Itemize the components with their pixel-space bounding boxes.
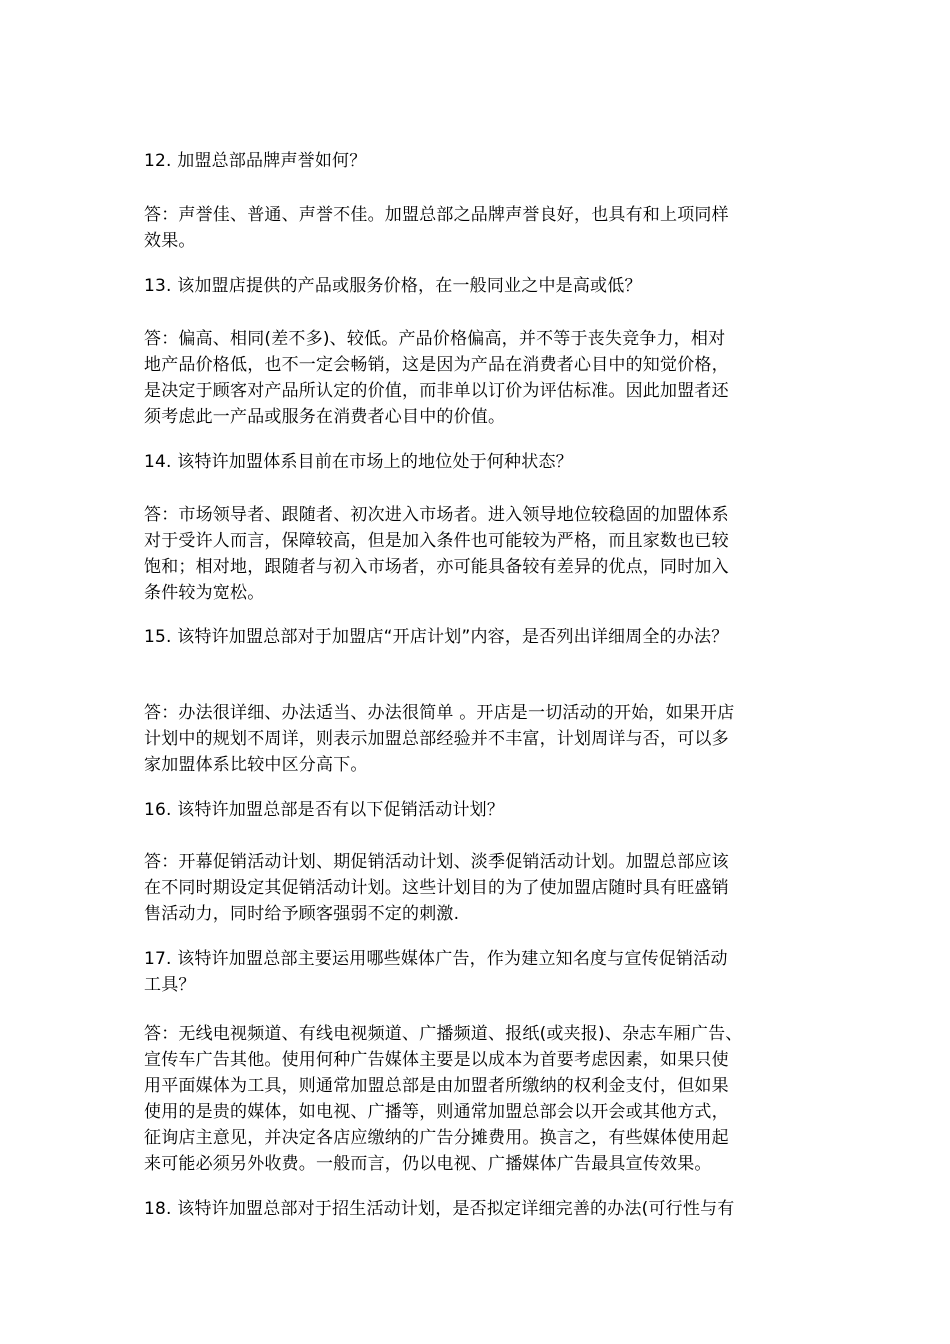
question-18 (144, 1196, 834, 1222)
question-17 (144, 946, 834, 998)
answer-text: 答：声誉佳、普通、声誉不佳。加盟总部之品牌声誉良好，也具有和上项同样 (144, 205, 729, 225)
answer-text: 须考虑此一产品或服务在消费者心目中的价值。 (144, 407, 506, 427)
question-text: 13. 该加盟店提供的产品或服务价格，在一般同业之中是高或低？ (144, 276, 642, 296)
question-14 (144, 449, 834, 475)
answer-14 (144, 502, 834, 606)
answer-text: 地产品价格低，也不一定会畅销，这是因为产品在消费者心目中的知觉价格， (144, 355, 729, 375)
answer-text: 是决定于顾客对产品所认定的价值，而非单以订价为评估标准。因此加盟者还 (144, 381, 729, 401)
answer-12 (144, 202, 834, 254)
question-13 (144, 273, 834, 299)
question-text: 17. 该特许加盟总部主要运用哪些媒体广告，作为建立知名度与宣传促销活动 (144, 949, 728, 969)
answer-text: 答：市场领导者、跟随者、初次进入市场者。进入领导地位较稳固的加盟体系 (144, 505, 729, 525)
question-text: 12. 加盟总部品牌声誉如何？ (144, 151, 367, 171)
answer-text: 条件较为宽松。 (144, 583, 265, 603)
answer-text: 在不同时期设定其促销活动计划。这些计划目的为了使加盟店随时具有旺盛销 (144, 878, 729, 898)
answer-17 (144, 1021, 834, 1177)
question-12 (144, 148, 834, 174)
answer-text: 售活动力，同时给予顾客强弱不定的刺激. (144, 904, 460, 924)
answer-text: 饱和；相对地，跟随者与初入市场者，亦可能具备较有差异的优点，同时加入 (144, 557, 729, 577)
answer-text: 宣传车广告其他。使用何种广告媒体主要是以成本为首要考虑因素，如果只使 (144, 1050, 729, 1070)
answer-16 (144, 849, 834, 927)
question-text: 18. 该特许加盟总部对于招生活动计划，是否拟定详细完善的办法(可行性与有 (144, 1199, 735, 1219)
answer-text: 答：开幕促销活动计划、期促销活动计划、淡季促销活动计划。加盟总部应该 (144, 852, 729, 872)
answer-text: 答：偏高、相同(差不多)、较低。产品价格偏高，并不等于丧失竞争力，相对 (144, 329, 726, 349)
answer-text: 答：办法很详细、办法适当、办法很简单 。开店是一切活动的开始，如果开店 (144, 703, 735, 723)
answer-text: 家加盟体系比较中区分高下。 (144, 755, 368, 775)
answer-text: 来可能必须另外收费。一般而言，仍以电视、广播媒体广告最具宣传效果。 (144, 1154, 712, 1174)
answer-15 (144, 700, 834, 778)
answer-text: 答：无线电视频道、有线电视频道、广播频道、报纸(或夹报)、杂志车厢广告、 (144, 1024, 743, 1044)
answer-text: 效果。 (144, 231, 196, 251)
answer-text: 对于受许人而言，保障较高，但是加入条件也可能较为严格，而且家数也已较 (144, 531, 729, 551)
question-text: 16. 该特许加盟总部是否有以下促销活动计划？ (144, 800, 505, 820)
question-16 (144, 797, 834, 823)
answer-text: 使用的是贵的媒体，如电视、广播等，则通常加盟总部会以开会或其他方式， (144, 1102, 729, 1122)
question-15 (144, 624, 834, 650)
answer-13 (144, 326, 834, 430)
answer-text: 计划中的规划不周详，则表示加盟总部经验并不丰富，计划周详与否，可以多 (144, 729, 729, 749)
question-text: 工具？ (144, 975, 196, 995)
question-text: 14. 该特许加盟体系目前在市场上的地位处于何种状态？ (144, 452, 573, 472)
question-text: 15. 该特许加盟总部对于加盟店“开店计划”内容，是否列出详细周全的办法？ (144, 627, 729, 647)
answer-text: 征询店主意见，并决定各店应缴纳的广告分摊费用。换言之，有些媒体使用起 (144, 1128, 729, 1148)
answer-text: 用平面媒体为工具，则通常加盟总部是由加盟者所缴纳的权利金支付，但如果 (144, 1076, 729, 1096)
